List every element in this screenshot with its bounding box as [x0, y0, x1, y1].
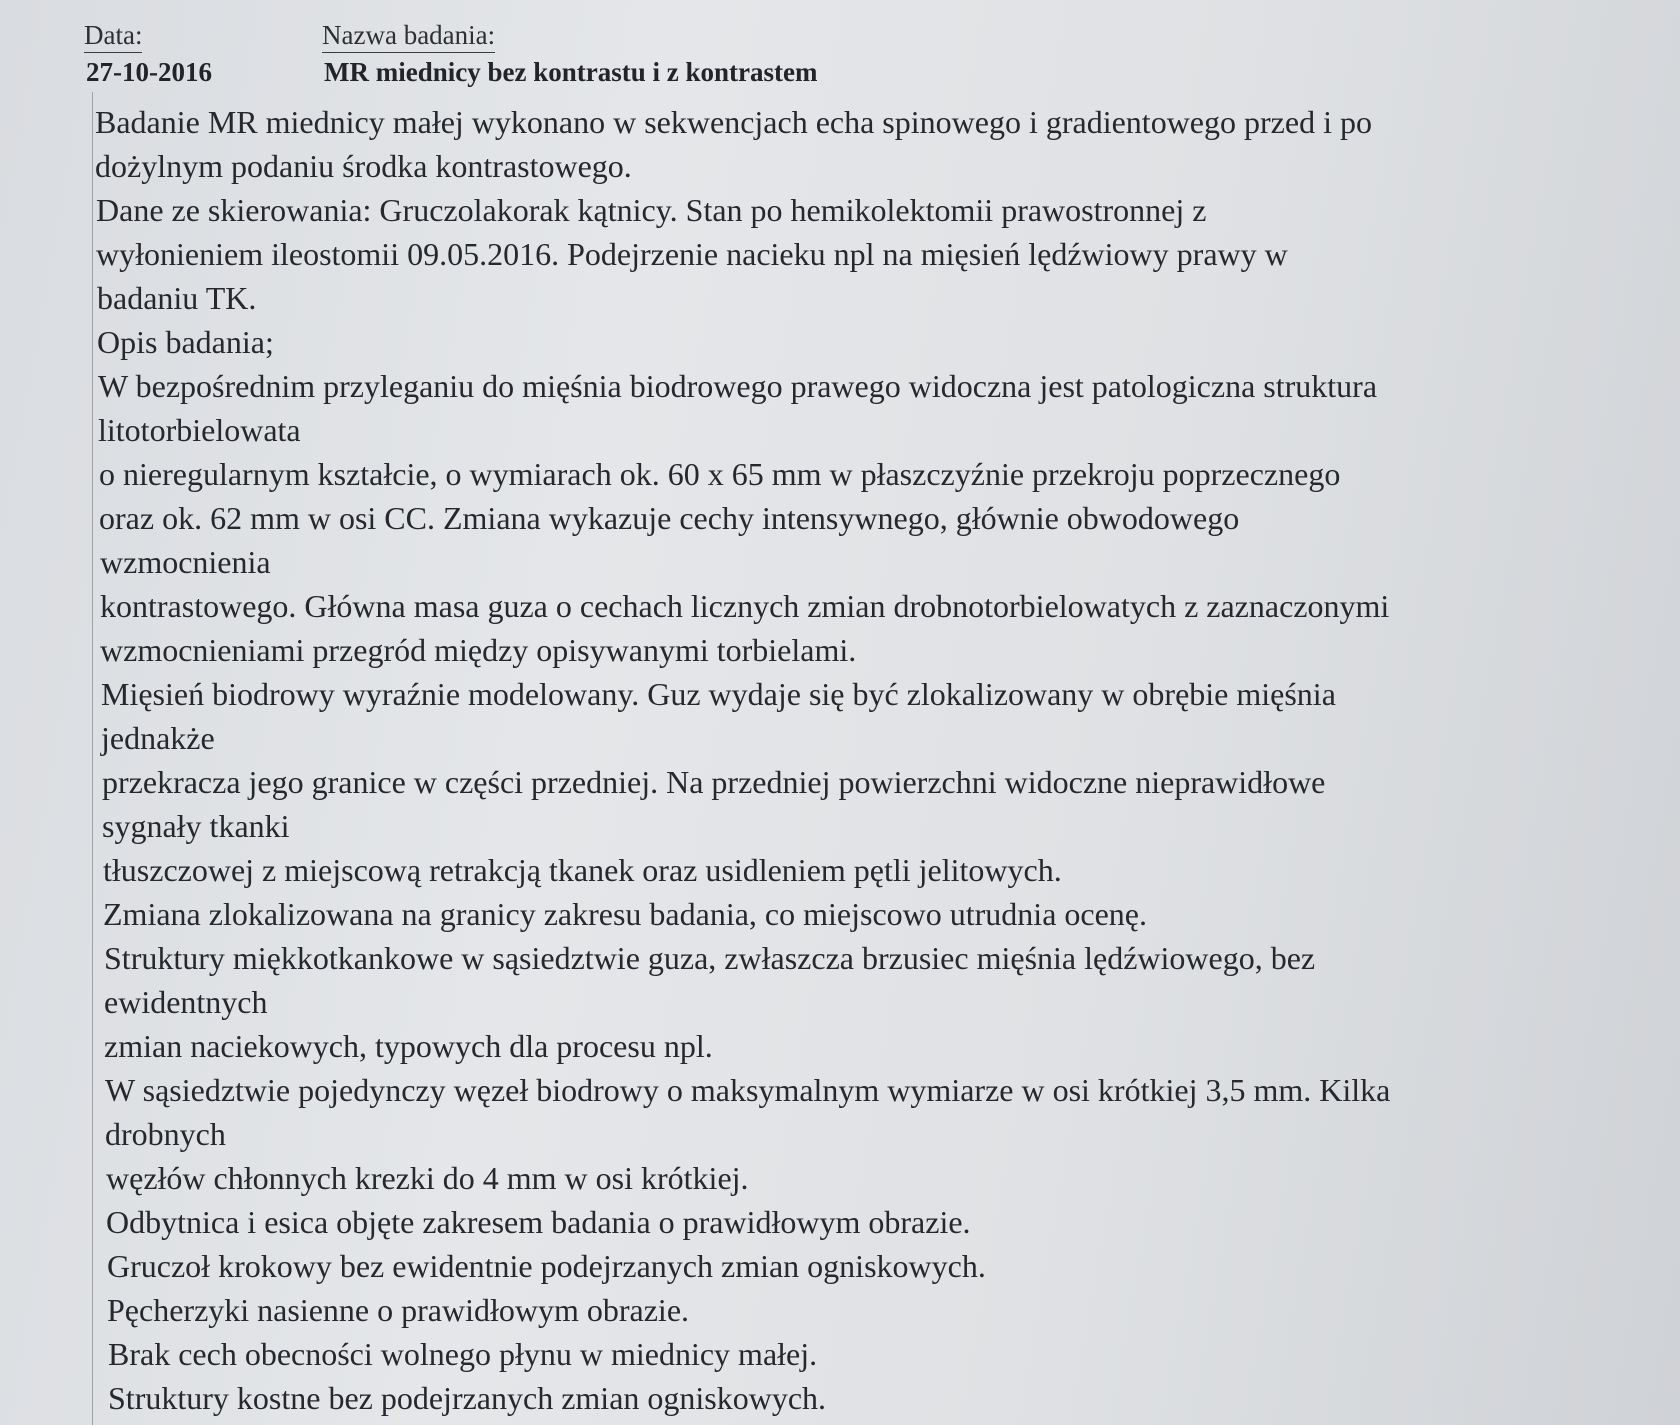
report-line: wyłonieniem ileostomii 09.05.2016. Podejrzenie nacieku npl na mięsień lędźwiowy prawy w	[96, 236, 1288, 272]
report-line: badaniu TK.	[97, 280, 257, 316]
report-line: jednakże	[101, 720, 215, 756]
report-line: wzmocnienia	[100, 544, 271, 580]
report-line: Opis badania;	[97, 324, 274, 360]
report-line: dożylnym podaniu środka kontrastowego.	[95, 148, 632, 184]
report-line: Struktury miękkotkankowe w sąsiedztwie guza, zwłaszcza brzusiec mięśnia lędźwiowego, bez	[104, 940, 1316, 976]
report-line: ewidentnych	[104, 984, 268, 1020]
report-line: litotorbielowata	[98, 412, 301, 448]
report-line: sygnały tkanki	[102, 808, 290, 844]
report-line: tłuszczowej z miejscową retrakcją tkanek oraz usidleniem pętli jelitowych.	[103, 852, 1062, 888]
report-line: Badanie MR miednicy małej wykonano w sekwencjach echa spinowego i gradientowego przed i po	[95, 104, 1372, 140]
report-line: przekracza jego granice w części przedniej. Na przedniej powierzchni widoczne nieprawidłowe	[102, 764, 1326, 800]
exam-name-value: MR miednicy bez kontrastu i z kontrastem	[324, 57, 818, 87]
report-line: Struktury kostne bez podejrzanych zmian ogniskowych.	[108, 1380, 827, 1416]
report-line: W bezpośrednim przyleganiu do mięśnia biodrowego prawego widoczna jest patologiczna struktura	[98, 368, 1378, 404]
report-line: Pęcherzyki nasienne o prawidłowym obrazie.	[107, 1292, 690, 1328]
report-line: W sąsiedztwie pojedynczy węzeł biodrowy o maksymalnym wymiarze w osi krótkiej 3,5 mm. Kilka	[105, 1072, 1391, 1108]
report-line: Brak cech obecności wolnego płynu w miednicy małej.	[108, 1336, 818, 1372]
report-line: o nieregularnym kształcie, o wymiarach ok. 60 x 65 mm w płaszczyźnie przekroju poprzecznego	[99, 456, 1341, 492]
report-line: Odbytnica i esica objęte zakresem badania o prawidłowym obrazie.	[106, 1204, 971, 1240]
report-line: Dane ze skierowania: Gruczolakorak kątnicy. Stan po hemikolektomii prawostronnej z	[96, 192, 1207, 228]
exam-name-label: Nazwa badania:	[322, 18, 495, 53]
report-line: zmian naciekowych, typowych dla procesu npl.	[104, 1028, 713, 1064]
date-value: 27-10-2016	[86, 57, 212, 87]
report-line: węzłów chłonnych krezki do 4 mm w osi krótkiej.	[106, 1160, 749, 1196]
report-line: Mięsień biodrowy wyraźnie modelowany. Guz wydaje się być zlokalizowany w obrębie mięśnia	[101, 676, 1336, 712]
report-line: kontrastowego. Główna masa guza o cechach licznych zmian drobnotorbielowatych z zaznaczonymi	[100, 588, 1390, 624]
report-line: Zmiana zlokalizowana na granicy zakresu badania, co miejscowo utrudnia ocenę.	[103, 896, 1147, 932]
report-line: oraz ok. 62 mm w osi CC. Zmiana wykazuje cechy intensywnego, głównie obwodowego	[99, 500, 1240, 536]
report-line: drobnych	[105, 1116, 226, 1152]
report-line: wzmocnieniami przegród między opisywanymi torbielami.	[100, 632, 857, 668]
date-label: Data:	[84, 18, 142, 53]
report-line: Gruczoł krokowy bez ewidentnie podejrzanych zmian ogniskowych.	[107, 1248, 986, 1284]
